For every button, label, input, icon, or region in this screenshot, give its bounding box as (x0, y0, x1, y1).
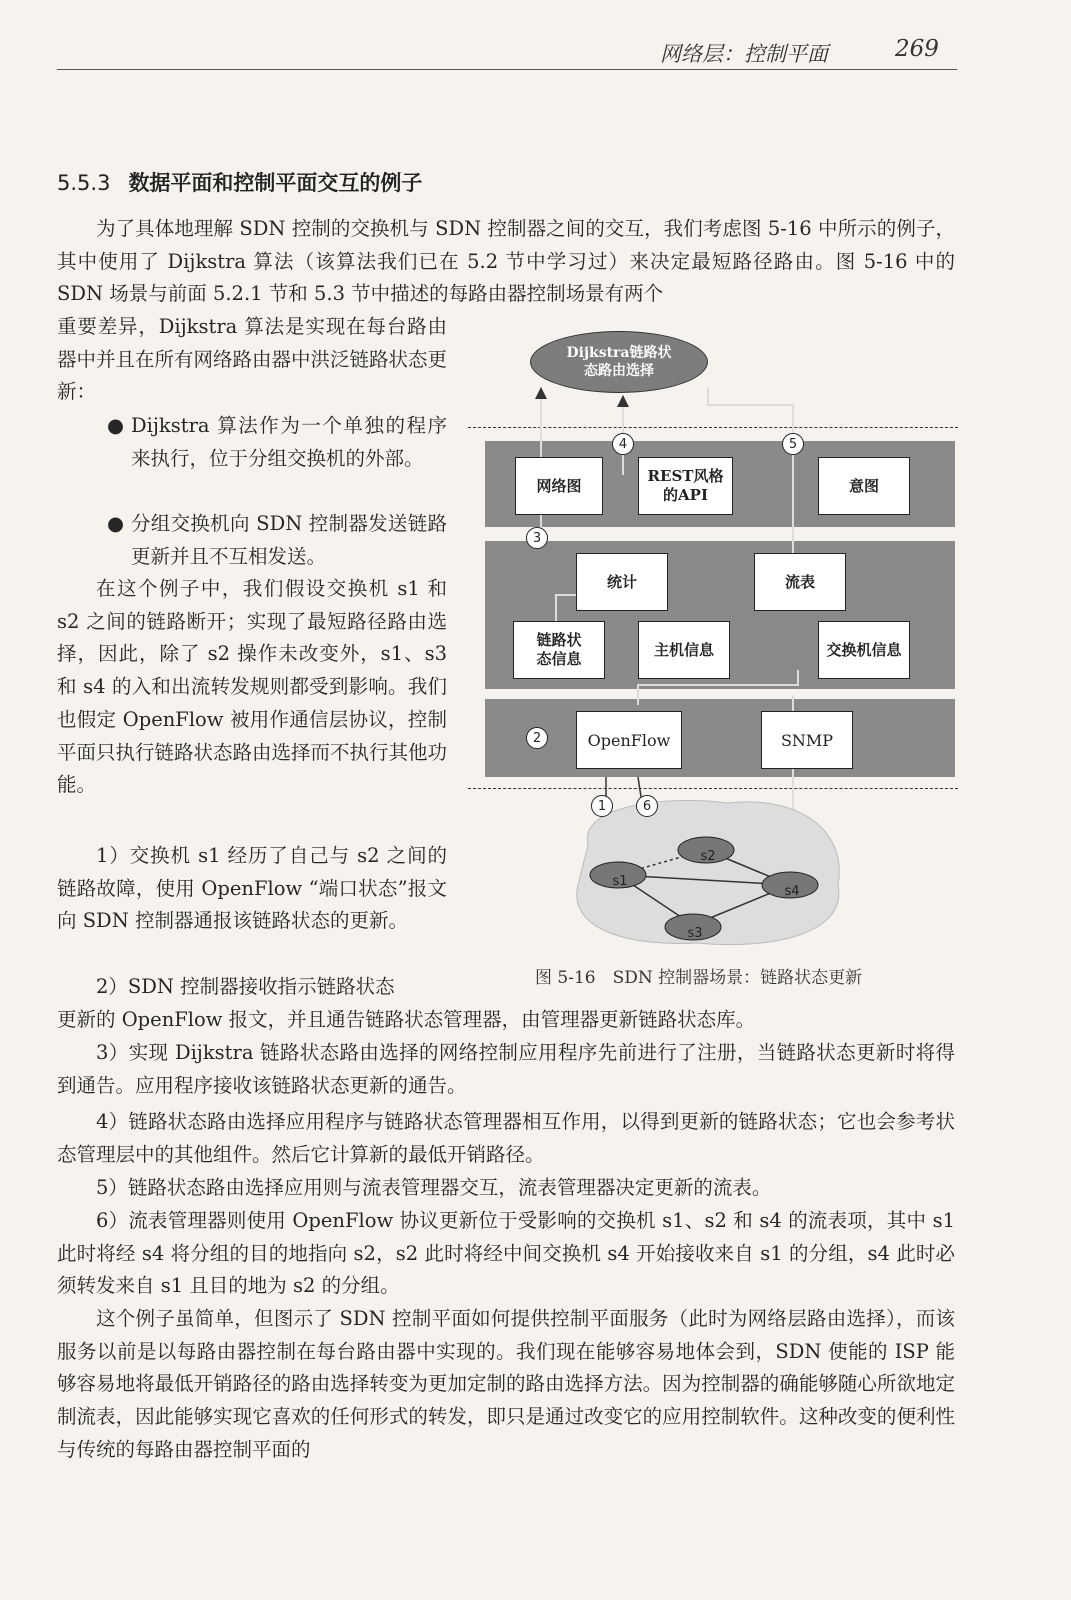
bullet-dot-icon: ● (107, 414, 125, 437)
step-3: 3）实现 Dijkstra 链路状态路由选择的网络控制应用程序先前进行了注册，当链路状态更新时将得到通告。应用程序接收该链路状态更新的通告。 (57, 1041, 955, 1097)
step-marker-5: 5 (782, 433, 804, 455)
box-flow-tables: 流表 (754, 553, 846, 611)
step-6: 6）流表管理器则使用 OpenFlow 协议更新位于受影响的交换机 s1、s2 和 s4 的流表项，其中 s1 此时将经 s4 将分组的目的地指向 s2，s2 此时将经中间交换机 s4 开始接收来自 s1 的分组，s4 此时必须转发来自 s1 且目的地为 s2 的分组。 (57, 1209, 955, 1298)
intro-paragraph-continued: 重要差异，Dijkstra 算法是实现在每台路由器中并且在所有网络路由器中洪泛链路状态更新： (57, 315, 448, 404)
box-snmp: SNMP (761, 711, 853, 769)
bullet-item (95, 410, 447, 475)
header-rule (57, 69, 957, 70)
dijkstra-app-ellipse: Dijkstra链路状态路由选择 (530, 331, 708, 393)
step-5: 5）链路状态路由选择应用则与流表管理器交互，流表管理器决定更新的流表。 (96, 1176, 772, 1199)
figure-5-16 (468, 325, 958, 965)
box-link-state-info: 链路状态信息 (513, 621, 605, 679)
box-network-graph: 网络图 (515, 457, 603, 515)
page-number: 269 (895, 36, 939, 62)
intro-paragraph: 为了具体地理解 SDN 控制的交换机与 SDN 控制器之间的交互，我们考虑图 5-16 中所示的例子，其中使用了 Dijkstra 算法（该算法我们已在 5.2 节中学习过）来决定最短路径路由。图 5-16 中的 SDN 场景与前面 5.2.1 节和 5.3 节中描述的每路由器控制场景有两个 (57, 217, 955, 306)
step-2-end: 更新的 OpenFlow 报文，并且通告链路状态管理器，由管理器更新链路状态库。 (57, 1008, 756, 1031)
section-number: 5.5.3 (57, 171, 111, 195)
closing-paragraph: 这个例子虽简单，但图示了 SDN 控制平面如何提供控制平面服务（此时为网络层路由选择），而该服务以前是以每路由器控制在每台路由器中实现的。我们现在能够容易地体会到，SDN 使能的 ISP 能够容易地将最低开销路径的路由选择转变为更加定制的路由选择方法。因为控制器的确能够随心所欲地定制流表，因此能够实现它喜欢的任何形式的转发，即只是通过改变它的应用控制软件。这种改变的便利性与传统的每路由器控制平面的 (57, 1307, 955, 1461)
step-marker-2: 2 (526, 727, 548, 749)
bullet-item (95, 508, 447, 573)
box-openflow: OpenFlow (576, 711, 682, 769)
box-host-info: 主机信息 (638, 621, 730, 679)
section-heading (57, 167, 422, 197)
scenario-paragraph: 在这个例子中，我们假设交换机 s1 和 s2 之间的链路断开；实现了最短路径路由选择，因此，除了 s2 操作未改变外，s1、s3 和 s4 的入和出流转发规则都受到影响。我们也假定 OpenFlow 被用作通信层协议，控制平面只执行链路状态路由选择而不执行其他功能。 (57, 577, 448, 797)
bullet-text: Dijkstra 算法作为一个单独的程序来执行，位于分组交换机的外部。 (131, 414, 447, 470)
box-intent: 意图 (818, 457, 910, 515)
section-title: 数据平面和控制平面交互的例子 (128, 170, 423, 195)
step-marker-6: 6 (636, 795, 658, 817)
switch-s3-label: s3 (687, 926, 703, 941)
step-marker-1: 1 (591, 795, 613, 817)
box-restful-api: REST风格的API (638, 457, 733, 515)
box-statistics: 统计 (576, 553, 668, 611)
switch-s4-label: s4 (784, 884, 800, 899)
running-header-title: 网络层：控制平面 (660, 42, 828, 66)
switch-s1-label: s1 (612, 874, 628, 889)
box-switch-info: 交换机信息 (818, 621, 910, 679)
figure-caption: 图 5-16 SDN 控制器场景：链路状态更新 (535, 968, 863, 988)
bullet-text: 分组交换机向 SDN 控制器发送链路更新并且不互相发送。 (131, 512, 447, 568)
step-2-start: 2）SDN 控制器接收指示链路状态 (96, 975, 395, 998)
switch-s2-label: s2 (700, 849, 716, 864)
step-4: 4）链路状态路由选择应用程序与链路状态管理器相互作用，以得到更新的链路状态；它也会参考状态管理层中的其他组件。然后它计算新的最低开销路径。 (57, 1110, 955, 1166)
step-marker-4: 4 (612, 433, 634, 455)
step-marker-3: 3 (526, 527, 548, 549)
bullet-dot-icon: ● (107, 512, 125, 535)
step-1: 1）交换机 s1 经历了自己与 s2 之间的链路故障，使用 OpenFlow “端口状态”报文向 SDN 控制器通报该链路状态的更新。 (57, 844, 447, 933)
